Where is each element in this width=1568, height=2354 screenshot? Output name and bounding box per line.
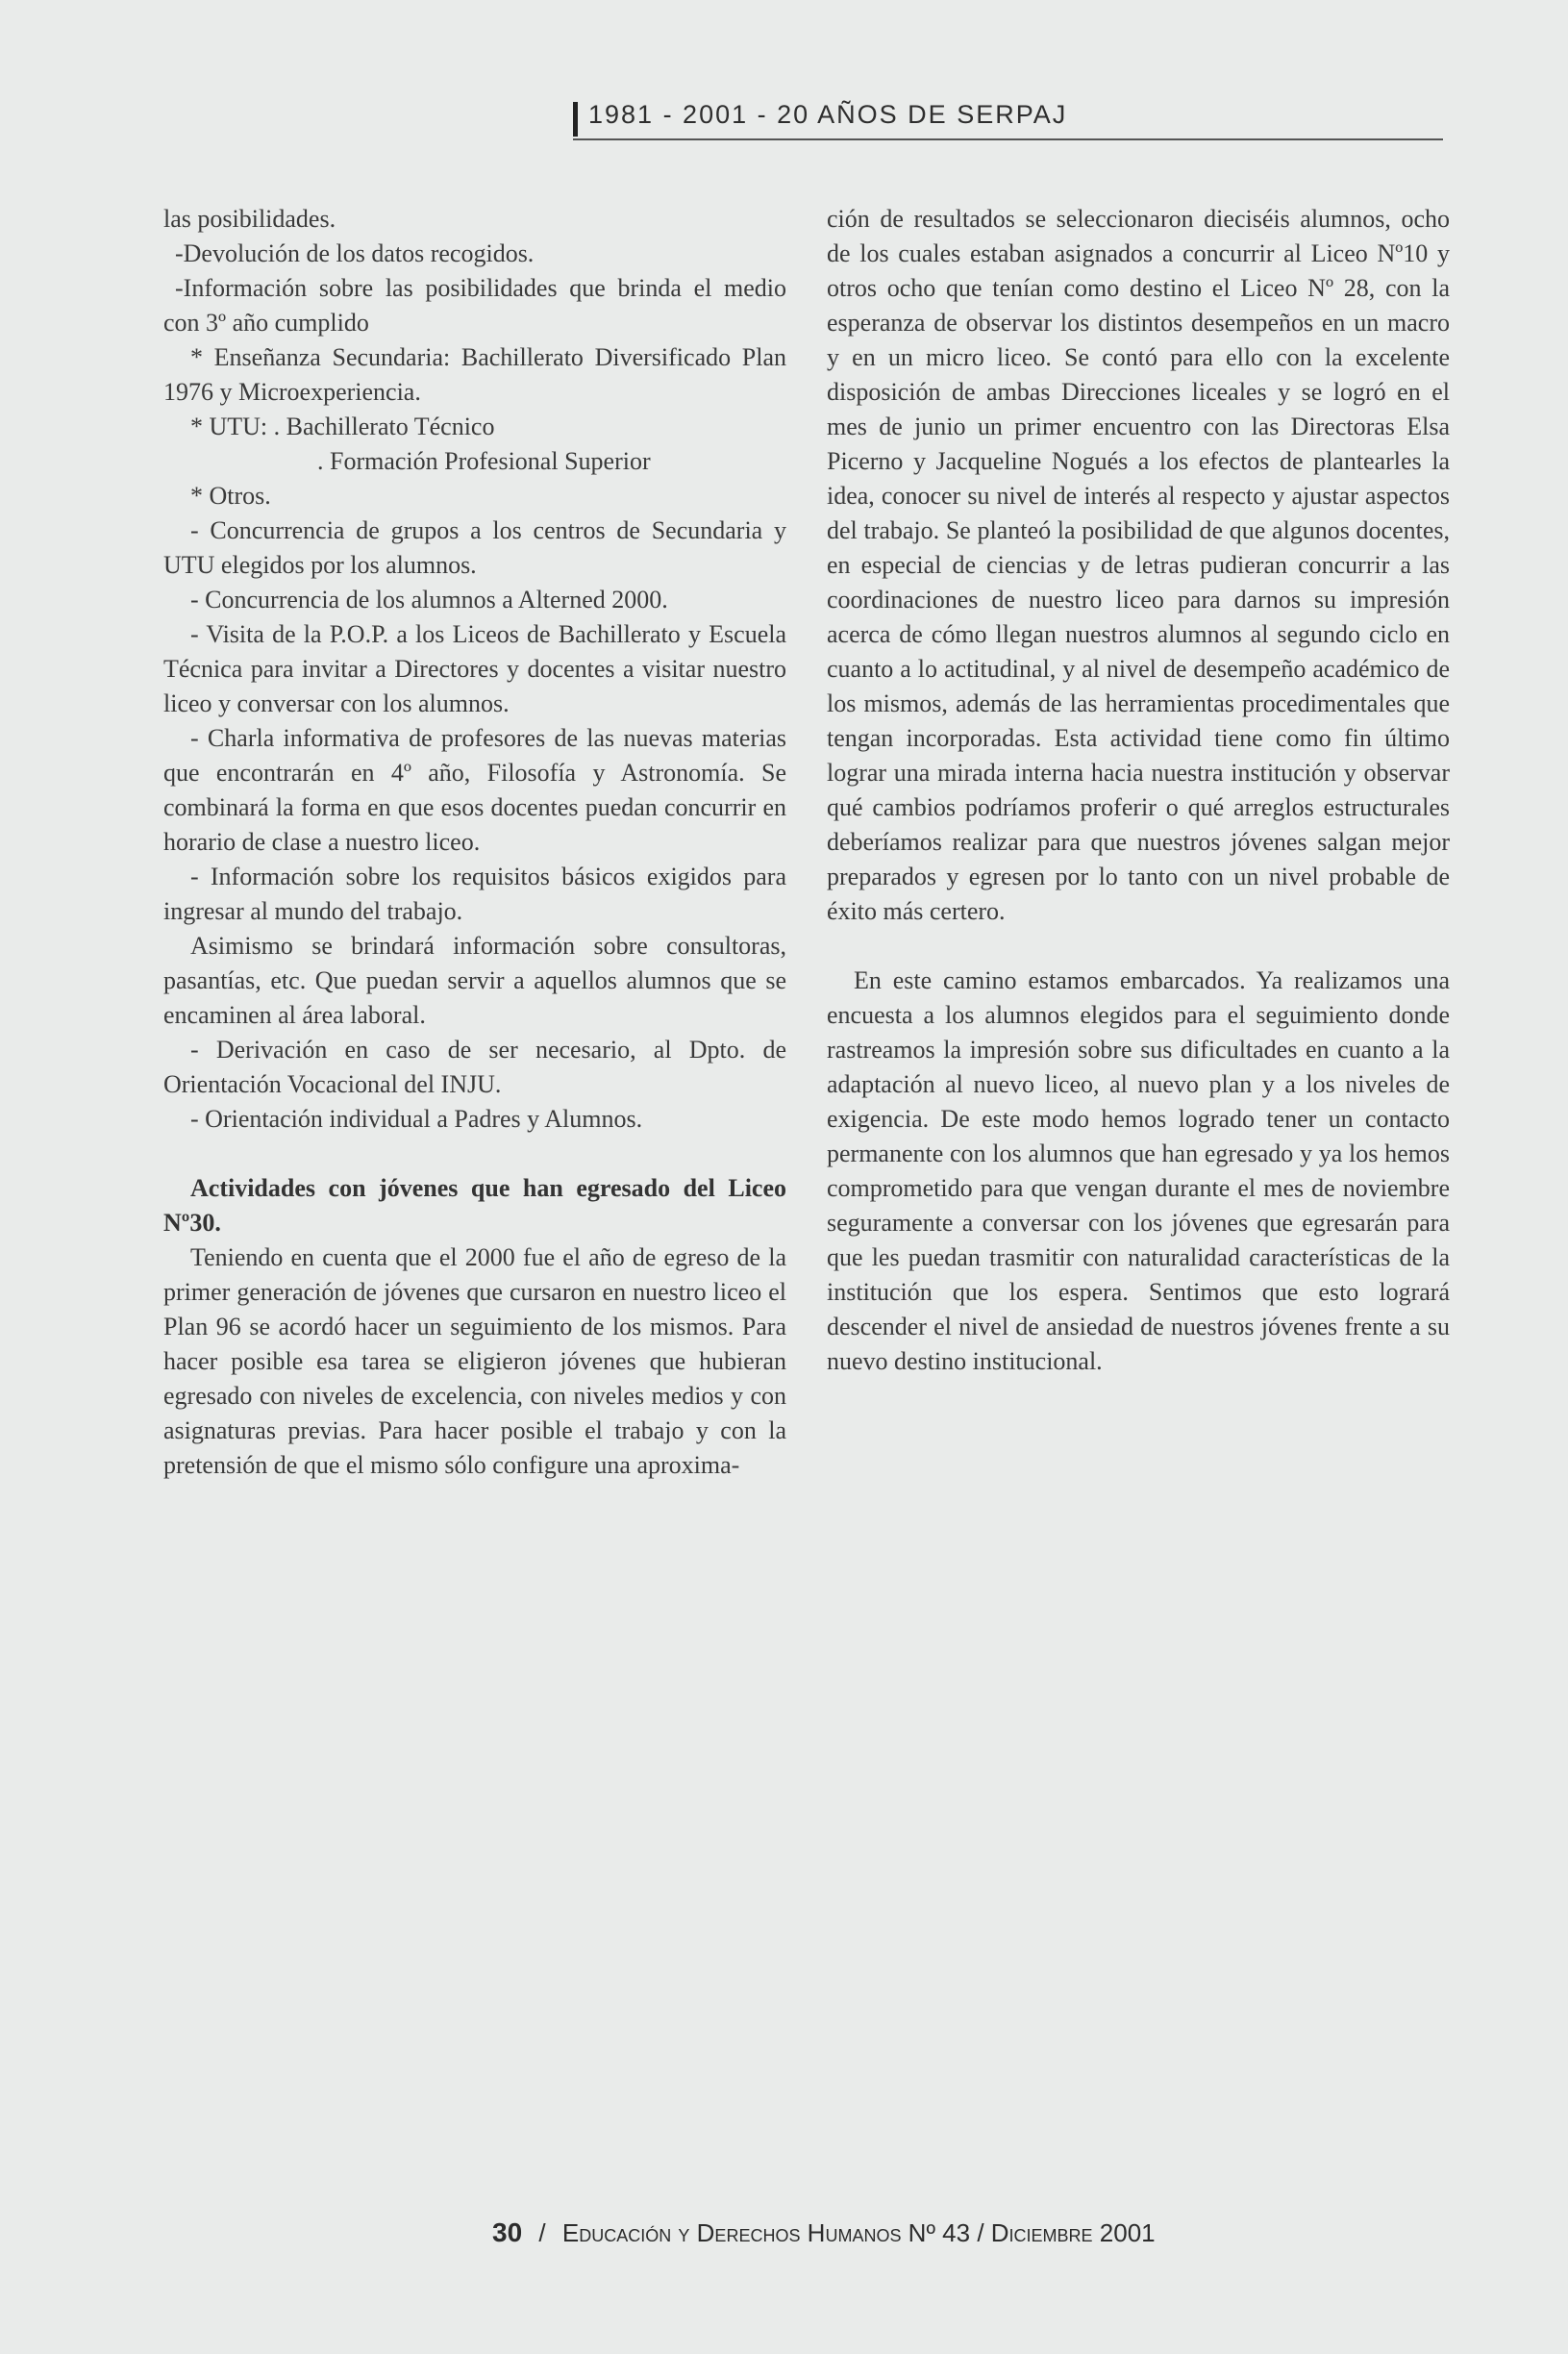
list-item: * UTU: . Bachillerato Técnico <box>190 413 495 440</box>
list-item: - Orientación individual a Padres y Alumnos. <box>190 1105 643 1133</box>
list-item: - Concurrencia de los alumnos a Alterned 2000. <box>190 586 668 614</box>
publication-info: Educación y Derechos Humanos Nº 43 / Diciembre 2001 <box>561 2218 1156 2247</box>
list-item: - Concurrencia de grupos a los centros de Secundaria y UTU elegidos por los alumnos. <box>163 516 786 579</box>
spacer <box>163 1137 786 1171</box>
running-header <box>573 96 1443 140</box>
list-item: * Otros. <box>190 482 271 510</box>
list-item: - Derivación en caso de ser necesario, al Dpto. de Orientación Vocacional del INJU. <box>163 1036 786 1098</box>
header-bar <box>573 102 578 137</box>
paragraph: En este camino estamos embarcados. Ya realizamos una encuesta a los alumnos elegidos para el seguimiento donde rastreamos la impresión sobre sus dificultades en cuanto a la adaptación al nuevo liceo, al nuevo plan y a los niveles de exigencia. De este modo hemos logrado tener un contacto permanente con los alumnos que han egresado y ya los hemos comprometido para que vengan durante el mes de noviembre seguramente a conversar con los jóvenes que egresarán para que les puedan trasmitir con naturalidad características de la institución que los espera. Sentimos que esto logrará descender el nivel de ansiedad de nuestros jóvenes frente a su nuevo destino institucional. <box>827 966 1450 1375</box>
list-item: -Devolución de los datos recogidos. <box>175 239 535 267</box>
paragraph: las posibilidades. <box>163 205 336 233</box>
list-item: . Formación Profesional Superior <box>317 447 651 475</box>
page-number: 30 <box>492 2217 523 2247</box>
paragraph: ción de resultados se seleccionaron dieciséis alumnos, ocho de los cuales estaban asignados a concurrir al Liceo Nº10 y otros ocho que tenían como destino el Liceo Nº 28, con la esperanza de observar los distintos desempeños en un macro y en un micro liceo. Se contó para ello con la excelente disposición de ambas Direcciones liceales y se logró en el mes de junio un primer encuentro con las Directoras Elsa Picerno y Jacqueline Nogués a los efectos de plantearles la idea, conocer su nivel de interés al respecto y ajustar aspectos del trabajo. Se planteó la posibilidad de que algunos docentes, en especial de ciencias y de letras pudieran concurrir a las coordinaciones de nuestro liceo para darnos su impresión acerca de cómo llegan nuestros alumnos al segundo ciclo en cuanto a lo actitudinal, y al nivel de desempeño académico de los mismos, además de las herramientas procedimentales que tengan incorporadas. Esta actividad tiene como fin último lograr una mirada interna hacia nuestra institución y observar qué cambios podríamos proferir o qué arreglos estructurales deberíamos realizar para que nuestros jóvenes salgan mejor preparados y egresen por lo tanto con un nivel probable de éxito más certero. <box>827 205 1450 925</box>
section-heading: Actividades con jóvenes que han egresado del Liceo Nº30. <box>163 1174 786 1237</box>
list-item: - Charla informativa de profesores de las nuevas materias que encontrarán en 4º año, Filosofía y Astronomía. Se combinará la forma en que esos docentes puedan concurrir en horario de clase a nuestro liceo. <box>163 724 786 856</box>
spacer <box>827 929 1450 964</box>
list-item: -Información sobre las posibilidades que brinda el medio con 3º año cumplido <box>163 274 786 337</box>
header-title: 1981 - 2001 - 20 AÑOS DE SERPAJ <box>588 100 1068 129</box>
page-footer <box>492 2217 1165 2248</box>
list-item: - Visita de la P.O.P. a los Liceos de Bachillerato y Escuela Técnica para invitar a Directores y docentes a visitar nuestro liceo y conversar con los alumnos. <box>163 620 786 717</box>
list-item: * Enseñanza Secundaria: Bachillerato Diversificado Plan 1976 y Microexperiencia. <box>163 343 786 406</box>
list-item: - Información sobre los requisitos básicos exigidos para ingresar al mundo del trabajo. <box>163 863 786 925</box>
paragraph: Asimismo se brindará información sobre consultoras, pasantías, etc. Que puedan servir a aquellos alumnos que se encaminen al área laboral. <box>163 932 786 1029</box>
right-column <box>827 202 1450 1379</box>
footer-separator: / <box>538 2218 546 2247</box>
paragraph: Teniendo en cuenta que el 2000 fue el año de egreso de la primer generación de jóvenes que cursaron en nuestro liceo el Plan 96 se acordó hacer un seguimiento de los mismos. Para hacer posible esa tarea se eligieron jóvenes que hubieran egresado con niveles de excelencia, con niveles medios y con asignaturas previas. Para hacer posible el trabajo y con la pretensión de que el mismo sólo configure una aproxima- <box>163 1243 786 1479</box>
left-column <box>163 202 786 1483</box>
